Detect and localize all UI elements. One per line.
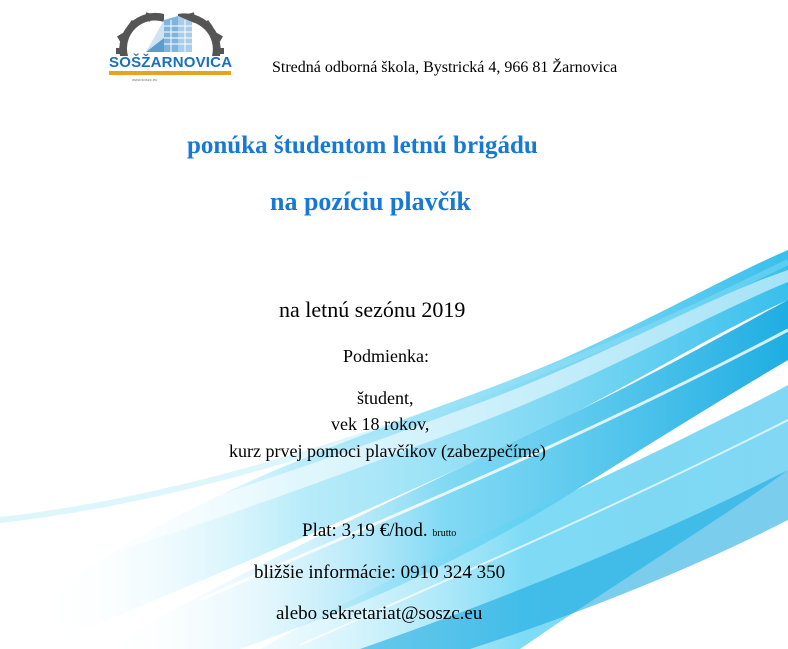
contact-phone: bližšie informácie: 0910 324 350 xyxy=(254,562,506,583)
logo-subtext: www.soszc.eu xyxy=(132,77,158,82)
pay-suffix: brutto xyxy=(432,528,457,539)
headline-line-1: ponúka študentom letnú brigádu xyxy=(187,132,538,159)
conditions-label: Podmienka: xyxy=(343,346,429,366)
logo-text: SOŠŽARNOVICA xyxy=(109,54,233,71)
pay-label: Plat: 3,19 €/hod. xyxy=(302,520,428,541)
logo-underline xyxy=(109,71,231,75)
pay-line xyxy=(302,520,456,542)
headline-line-2: na pozíciu plavčík xyxy=(270,187,471,216)
contact-email: alebo sekretariat@soszc.eu xyxy=(276,603,483,624)
school-address: Stredná odborná škola, Bystrická 4, 966 81 Žarnovica xyxy=(272,59,618,76)
condition-item: kurz prvej pomoci plavčíkov (zabezpečíme) xyxy=(229,441,546,461)
season-text: na letnú sezónu 2019 xyxy=(279,297,466,322)
condition-item: vek 18 rokov, xyxy=(331,414,430,434)
condition-item: študent, xyxy=(357,388,414,408)
